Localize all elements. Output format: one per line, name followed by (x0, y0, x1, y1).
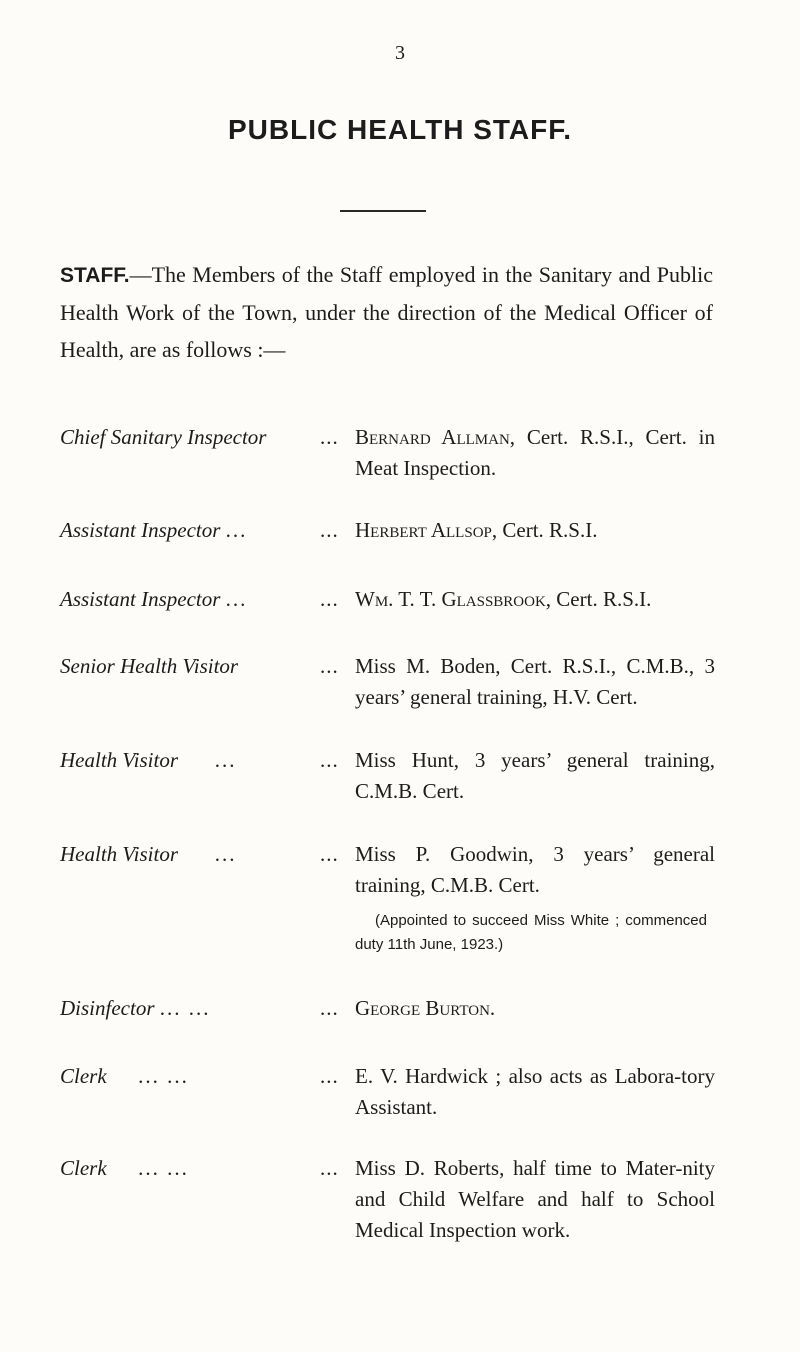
staff-details: Miss D. Roberts, half time to Mater-nity and Child Welfare and half to School Medical Inspection work. (355, 1156, 715, 1242)
staff-details: Cert. R.S.I., Cert. in Meat Inspection. (355, 425, 715, 480)
appointment-note: (Appointed to succeed Miss White ; commenced duty 11th June, 1923.) (355, 912, 707, 953)
staff-person (355, 993, 715, 1024)
intro-paragraph (60, 256, 713, 368)
leader-dots: ... (320, 518, 339, 542)
leader-dots: ... (320, 587, 339, 611)
leader-dots: ... (320, 748, 339, 772)
intro-text: —The Members of the Staff employed in the Sanitary and Public Health Work of the Town, under the direction of the Medical Officer of Health, are as follows :— (60, 262, 713, 362)
staff-person (355, 651, 715, 713)
staff-role: Clerk ... ... (60, 1156, 189, 1180)
staff-name: Bernard Allman, (355, 425, 516, 449)
staff-person (355, 584, 715, 615)
staff-details: Cert. R.S.I. (551, 587, 652, 611)
staff-role: Chief Sanitary Inspector (60, 425, 267, 449)
staff-person (355, 1153, 715, 1246)
staff-person (355, 839, 715, 957)
staff-details: Cert. R.S.I. (497, 518, 598, 542)
staff-name: Herbert Allsop, (355, 518, 498, 542)
staff-person (355, 1061, 715, 1123)
staff-name: George Burton. (355, 996, 496, 1020)
intro-lead: STAFF. (60, 264, 130, 287)
staff-details: Miss M. Boden, Cert. R.S.I., C.M.B., 3 years’ general training, H.V. Cert. (355, 654, 715, 709)
leader-dots: ... (320, 842, 339, 866)
staff-details: E. V. Hardwick ; also acts as Labora-tory Assistant. (355, 1064, 715, 1119)
staff-name: Wm. T. T. Glassbrook, (355, 587, 552, 611)
staff-role: Assistant Inspector ... (60, 518, 248, 542)
leader-dots: ... (320, 1156, 339, 1180)
page-title: PUBLIC HEALTH STAFF. (227, 114, 573, 145)
staff-role: Assistant Inspector ... (60, 587, 248, 611)
staff-role: Health Visitor ... (60, 842, 237, 866)
staff-role: Senior Health Visitor (60, 654, 239, 678)
staff-details: Miss P. Goodwin, 3 years’ general training, C.M.B. Cert. (355, 842, 715, 897)
leader-dots: ... (320, 996, 339, 1020)
leader-dots: ... (320, 425, 339, 449)
leader-dots: ... (320, 654, 339, 678)
page-number: 3 (395, 42, 405, 64)
staff-role: Health Visitor ... (60, 748, 237, 772)
staff-person (355, 515, 715, 546)
staff-details: Miss Hunt, 3 years’ general training, C.M.B. Cert. (355, 748, 715, 803)
staff-person (355, 422, 715, 484)
staff-role: Disinfector ... ... (60, 996, 211, 1020)
leader-dots: ... (320, 1064, 339, 1088)
staff-person (355, 745, 715, 807)
staff-role: Clerk ... ... (60, 1064, 189, 1088)
title-divider (340, 210, 426, 212)
